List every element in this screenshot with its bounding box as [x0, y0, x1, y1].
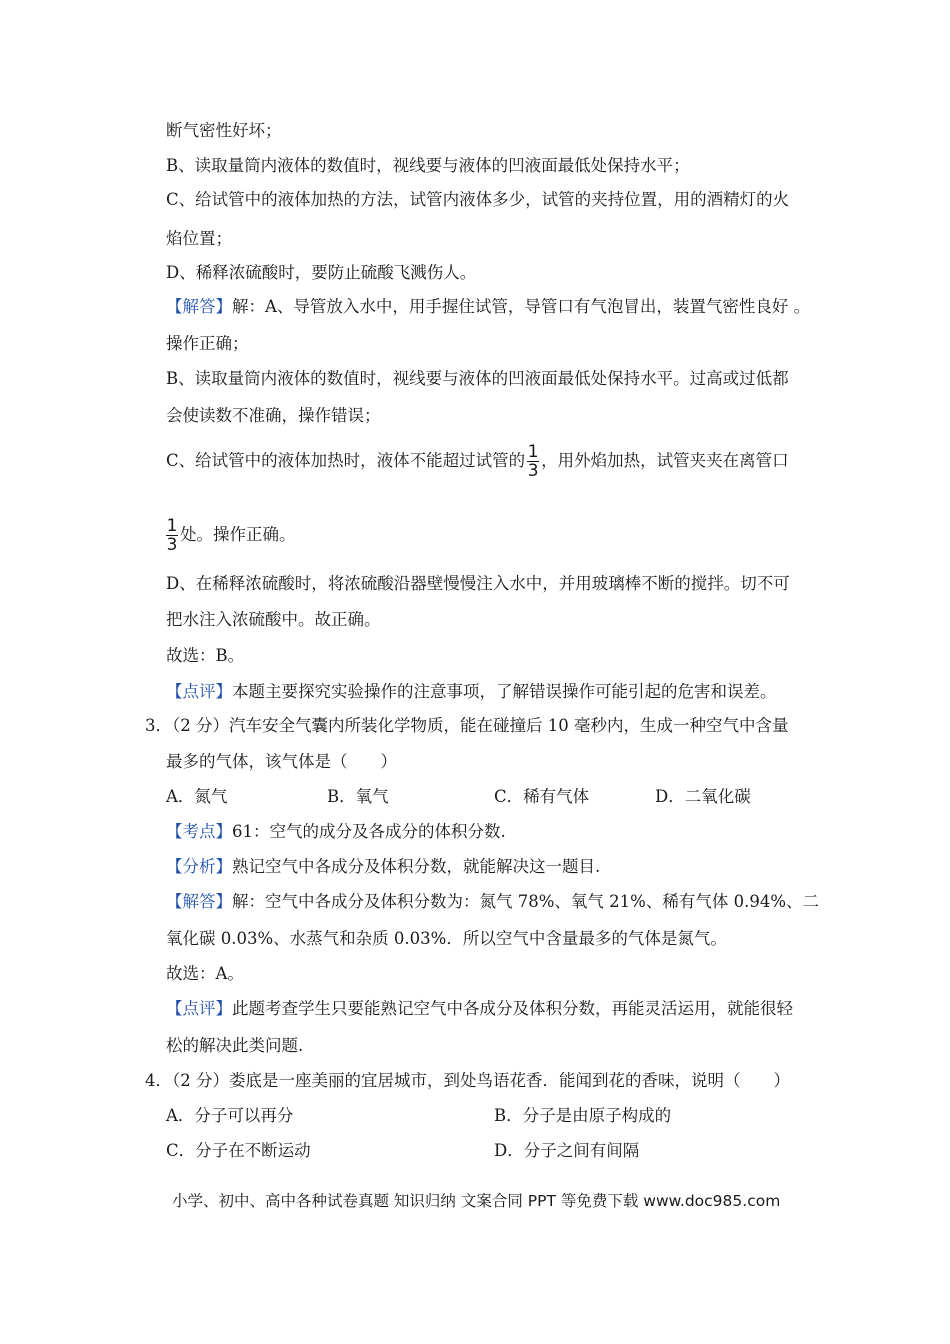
text-line: 氧化碳 0.03%、水蒸气和杂质 0.03%．所以空气中含量最多的气体是氮气。: [166, 929, 727, 948]
fraction-numerator: 1: [166, 516, 178, 536]
text-line: 会使读数不准确，操作错误；: [166, 406, 381, 425]
option-d: D．分子之间有间隔: [494, 1141, 640, 1160]
question-number: 4．: [145, 1071, 172, 1090]
analysis-text: 熟记空气中各成分及体积分数，就能解决这一题目.: [232, 857, 601, 876]
choice-line: 故选：A。: [166, 964, 244, 983]
question-number: 3．: [145, 716, 172, 735]
review-text: 本题主要探究实验操作的注意事项，了解错误操作可能引起的危害和误差。: [232, 682, 777, 701]
point-text: 61：空气的成分及各成分的体积分数.: [232, 822, 506, 841]
review-text: 此题考查学生只要能熟记空气中各成分及体积分数，再能灵活运用，就能很轻: [232, 999, 793, 1018]
text-segment: 处。操作正确。: [180, 525, 296, 544]
text-line: 焰位置；: [166, 229, 232, 248]
question-text: （2 分）汽车安全气囊内所装化学物质，能在碰撞后 10 毫秒内，生成一种空气中含量: [172, 716, 789, 735]
text-segment: C、给试管中的液体加热时，液体不能超过试管的: [166, 451, 526, 470]
text-line: D、稀释浓硫酸时，要防止硫酸飞溅伤人。: [166, 263, 477, 282]
answer-line: [166, 891, 819, 913]
question-text: 最多的气体，该气体是（ ）: [166, 752, 397, 771]
option-b: B．氧气: [327, 787, 389, 806]
text-line: 把水注入浓硫酸中。故正确。: [166, 610, 381, 629]
text-line: 操作正确；: [166, 334, 249, 353]
option-a: A．氮气: [166, 787, 228, 806]
fraction-one-third: [527, 443, 539, 480]
choice-line: 故选：B。: [166, 646, 245, 665]
answer-tag: 【解答】: [166, 297, 232, 316]
review-line: [166, 998, 793, 1020]
fraction-line: [166, 441, 789, 481]
fraction-denominator: 3: [166, 535, 178, 555]
option-c: C．分子在不断运动: [166, 1141, 311, 1160]
fraction-line: [164, 515, 296, 555]
question-3-stem: [145, 715, 788, 737]
text-line: B、读取量筒内液体的数值时，视线要与液体的凹液面最低处保持水平；: [166, 156, 690, 175]
text-line: 断气密性好坏；: [166, 121, 282, 140]
fraction-numerator: 1: [527, 442, 539, 462]
option-d: D．二氧化碳: [655, 787, 751, 806]
text-line: B、读取量筒内液体的数值时，视线要与液体的凹液面最低处保持水平。过高或过低都: [166, 369, 789, 388]
analysis-line: [166, 856, 600, 878]
text-segment: ，用外焰加热，试管夹夹在离管口: [541, 451, 789, 470]
answer-tag: 【解答】: [166, 892, 232, 911]
text-line: 松的解决此类问题.: [166, 1036, 304, 1055]
answer-text: 解：A、导管放入水中，用手握住试管，导管口有气泡冒出，装置气密性良好 。: [232, 297, 811, 316]
text-line: C、给试管中的液体加热的方法，试管内液体多少，试管的夹持位置，用的酒精灯的火: [166, 190, 790, 209]
q2-answer-line: [166, 296, 810, 318]
option-b: B．分子是由原子构成的: [494, 1106, 672, 1125]
point-line: [166, 821, 506, 843]
fraction-denominator: 3: [527, 461, 539, 481]
review-tag: 【点评】: [166, 999, 232, 1018]
answer-text: 解：空气中各成分及体积分数为：氮气 78%、氧气 21%、稀有气体 0.94%、二: [232, 892, 819, 911]
option-a: A．分子可以再分: [166, 1106, 294, 1125]
question-text: （2 分）娄底是一座美丽的宜居城市，到处鸟语花香．能闻到花的香味，说明（ ）: [172, 1071, 790, 1090]
point-tag: 【考点】: [166, 822, 232, 841]
review-line: [166, 681, 777, 703]
review-tag: 【点评】: [166, 682, 232, 701]
option-c: C．稀有气体: [494, 787, 590, 806]
analysis-tag: 【分析】: [166, 857, 232, 876]
fraction-one-third: [166, 517, 178, 554]
page-footer: 小学、初中、高中各种试卷真题 知识归纳 文案合同 PPT 等免费下载 www.doc985.com: [172, 1192, 781, 1210]
text-line: D、在稀释浓硫酸时，将浓硫酸沿器壁慢慢注入水中，并用玻璃棒不断的搅拌。切不可: [166, 574, 790, 593]
question-4-stem: [145, 1070, 790, 1092]
